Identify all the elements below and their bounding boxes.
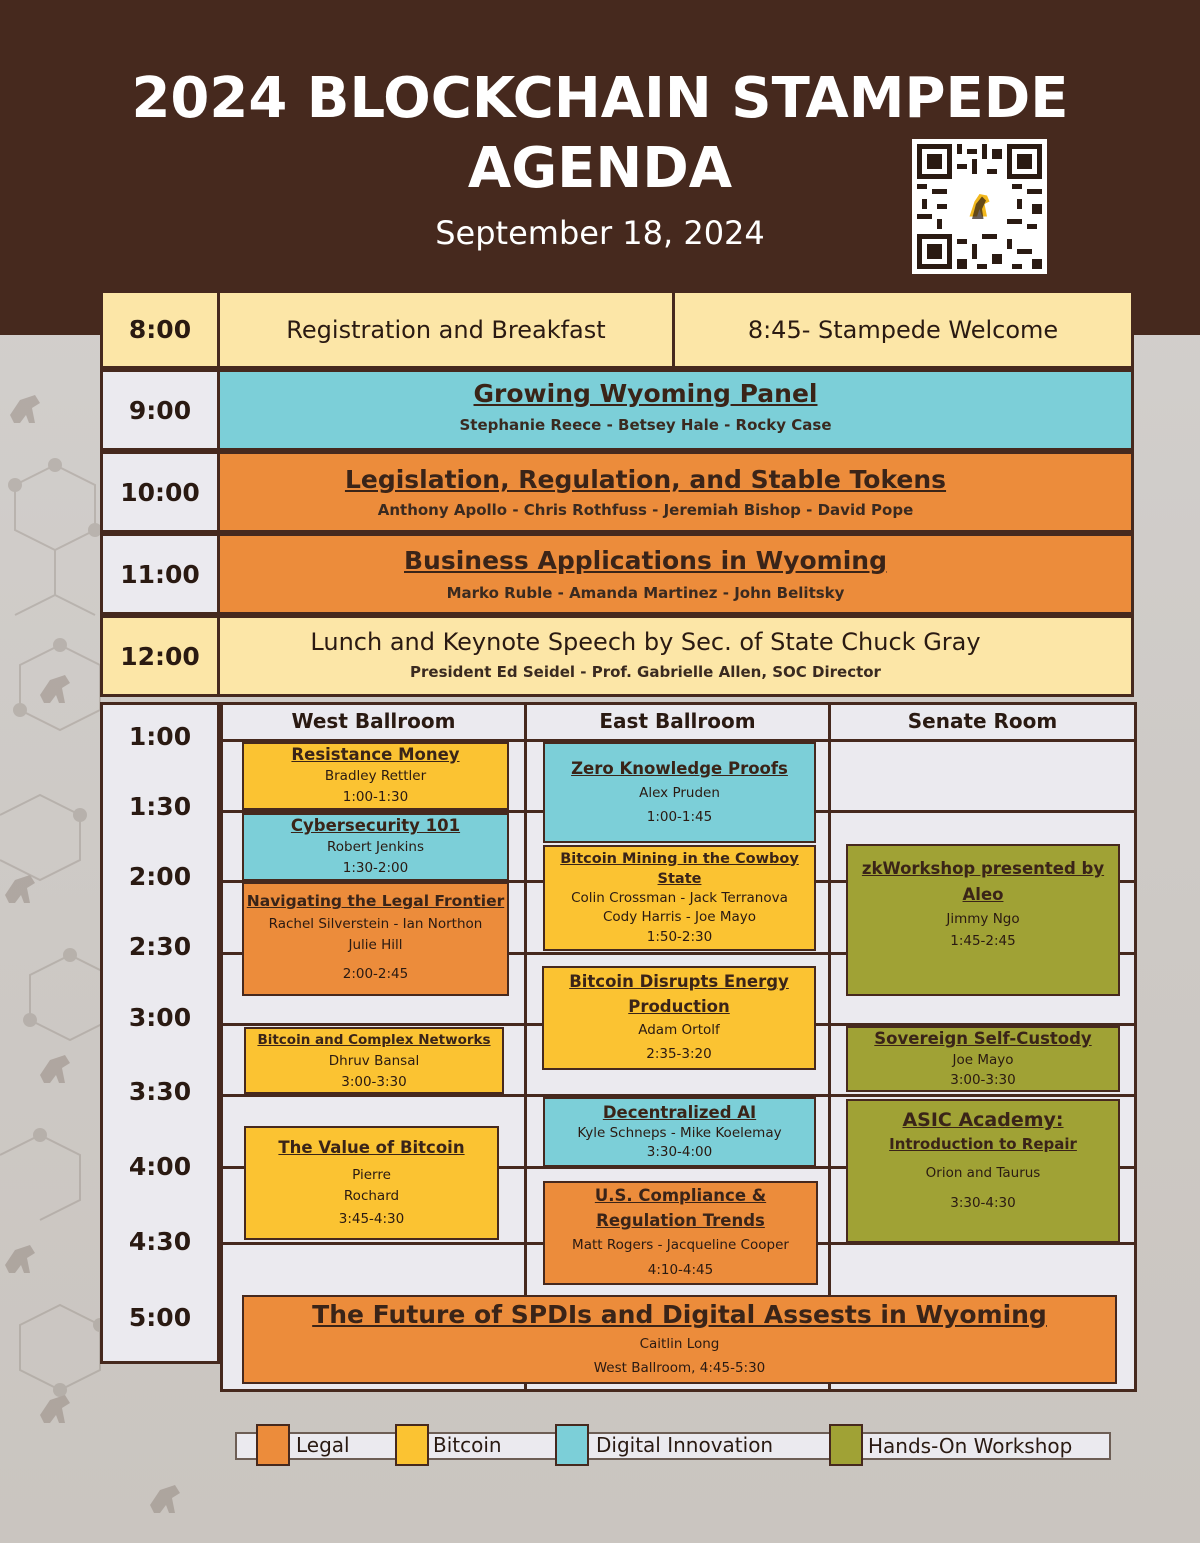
session-speaker: Joe Mayo <box>952 1052 1014 1068</box>
session-speaker: Rachel Silverstein - Ian Northon <box>268 916 483 932</box>
session-title[interactable]: U.S. Compliance & <box>594 1186 767 1205</box>
session-time: 2:00-2:45 <box>342 966 409 982</box>
time-10-00: 10:00 <box>120 477 200 507</box>
session-complex-networks[interactable] <box>244 1027 504 1094</box>
business-apps-speakers: Marko Ruble - Amanda Martinez - John Belitsky <box>446 584 845 602</box>
legend-swatch-legal <box>256 1424 290 1466</box>
session-speaker: Alex Pruden <box>639 784 720 801</box>
time-1-00: 1:00 <box>128 722 192 751</box>
legend-swatch-bitcoin <box>395 1424 429 1466</box>
time-5-00: 5:00 <box>128 1303 192 1332</box>
room-divider <box>828 702 831 1392</box>
session-title[interactable]: Bitcoin Disrupts Energy <box>569 972 789 991</box>
room-west-ballroom: West Ballroom <box>291 709 456 733</box>
session-future-spdis[interactable] <box>242 1295 1117 1384</box>
session-zero-knowledge-proofs[interactable] <box>543 742 816 843</box>
business-apps-title[interactable]: Business Applications in Wyoming <box>404 546 887 575</box>
time-3-00: 3:00 <box>128 1003 192 1032</box>
time-3-30: 3:30 <box>128 1077 192 1106</box>
session-title[interactable]: State <box>657 870 702 887</box>
legend-swatch-hands-on <box>829 1424 863 1466</box>
session-bitcoin-mining[interactable] <box>543 845 816 951</box>
session-decentralized-ai[interactable] <box>543 1097 816 1167</box>
session-cybersecurity-101[interactable] <box>242 813 509 881</box>
session-title[interactable]: zkWorkshop presented by <box>861 859 1105 878</box>
legend-label-bitcoin: Bitcoin <box>433 1433 502 1457</box>
session-speaker: Bradley Rettler <box>324 768 427 784</box>
legend-label-digital: Digital Innovation <box>596 1433 774 1457</box>
session-title[interactable]: Resistance Money <box>291 745 460 764</box>
session-title[interactable]: Aleo <box>962 885 1004 904</box>
time-11-00: 11:00 <box>120 559 200 589</box>
session-title[interactable]: Regulation Trends <box>596 1211 765 1230</box>
session-time: 1:45-2:45 <box>950 933 1016 949</box>
session-time: 3:00-3:30 <box>341 1073 407 1090</box>
session-speaker: Colin Crossman - Jack Terranova <box>571 889 788 906</box>
legend-label-legal: Legal <box>296 1433 350 1457</box>
session-legal-frontier[interactable] <box>242 882 509 996</box>
session-title[interactable]: Navigating the Legal Frontier <box>246 892 505 910</box>
session-speaker: Rochard <box>343 1187 400 1204</box>
session-zkworkshop[interactable] <box>846 844 1120 996</box>
event-date: September 18, 2024 <box>435 214 765 252</box>
session-time: 3:00-3:30 <box>950 1072 1016 1088</box>
session-resistance-money[interactable] <box>242 742 509 810</box>
session-speaker: Dhruv Bansal <box>328 1052 420 1069</box>
session-self-custody[interactable] <box>846 1026 1120 1092</box>
lunch-keynote-title: Lunch and Keynote Speech by Sec. of State Chuck Gray <box>310 628 981 656</box>
session-speaker: Pierre <box>352 1166 391 1183</box>
qr-code[interactable] <box>912 139 1047 274</box>
growing-wyoming-title[interactable]: Growing Wyoming Panel <box>473 379 818 408</box>
time-2-30: 2:30 <box>128 932 192 961</box>
session-speaker: Matt Rogers - Jacqueline Cooper <box>572 1237 789 1253</box>
session-speaker: Julie Hill <box>348 937 403 953</box>
room-divider <box>524 702 527 1392</box>
session-title[interactable]: Zero Knowledge Proofs <box>571 758 788 778</box>
legislation-title[interactable]: Legislation, Regulation, and Stable Tokens <box>344 465 947 494</box>
session-time: 1:00-1:30 <box>342 789 409 805</box>
stampede-welcome: 8:45- Stampede Welcome <box>747 315 1059 344</box>
session-time: 1:30-2:00 <box>342 860 409 876</box>
session-time: 4:10-4:45 <box>647 1262 714 1278</box>
time-4-30: 4:30 <box>128 1227 192 1256</box>
session-title[interactable]: Bitcoin Mining in the Cowboy <box>560 850 799 867</box>
session-time: 1:00-1:45 <box>646 808 713 825</box>
time-2-00: 2:00 <box>128 862 192 891</box>
session-title[interactable]: Decentralized AI <box>602 1103 757 1122</box>
session-time: 1:50-2:30 <box>646 928 713 945</box>
time-12-00: 12:00 <box>120 641 200 671</box>
session-title[interactable]: Sovereign Self-Custody <box>874 1029 1092 1048</box>
session-title[interactable]: Introduction to Repair <box>889 1135 1077 1153</box>
session-time: 3:30-4:30 <box>950 1195 1016 1211</box>
session-title[interactable]: The Value of Bitcoin <box>278 1137 465 1157</box>
time-8-00: 8:00 <box>128 315 192 344</box>
session-title[interactable]: The Future of SPDIs and Digital Assests in Wyoming <box>312 1300 1047 1329</box>
session-speaker: Robert Jenkins <box>326 839 425 855</box>
page-title-line1: 2024 BLOCKCHAIN STAMPEDE <box>131 66 1069 131</box>
session-time: 2:35-3:20 <box>646 1046 712 1062</box>
legislation-speakers: Anthony Apollo - Chris Rothfuss - Jeremiah Bishop - David Pope <box>377 501 914 519</box>
session-title[interactable]: ASIC Academy: <box>902 1109 1064 1131</box>
lunch-keynote-speakers: President Ed Seidel - Prof. Gabrielle Allen, SOC Director <box>410 663 881 681</box>
session-title[interactable]: Production <box>628 997 730 1016</box>
session-bitcoin-energy[interactable] <box>542 966 816 1070</box>
session-speaker: Adam Ortolf <box>638 1022 720 1038</box>
session-speaker: Orion and Taurus <box>925 1165 1041 1181</box>
session-value-of-bitcoin[interactable] <box>244 1126 499 1240</box>
room-senate-room: Senate Room <box>907 709 1058 733</box>
session-time: West Ballroom, 4:45-5:30 <box>593 1360 766 1376</box>
legend-label-hands-on: Hands-On Workshop <box>868 1434 1073 1458</box>
registration-breakfast: Registration and Breakfast <box>286 315 606 344</box>
time-1-30: 1:30 <box>128 792 192 821</box>
session-speaker: Caitlin Long <box>639 1336 720 1352</box>
session-us-compliance[interactable] <box>543 1181 818 1285</box>
session-speaker: Jimmy Ngo <box>946 911 1020 927</box>
session-time: 3:30-4:00 <box>646 1144 713 1160</box>
room-east-ballroom: East Ballroom <box>599 709 756 733</box>
page-title-line2: AGENDA <box>467 136 733 201</box>
time-9-00: 9:00 <box>128 395 192 425</box>
legend-swatch-digital <box>555 1424 589 1466</box>
session-speaker: Kyle Schneps - Mike Koelemay <box>577 1125 782 1141</box>
session-speaker: Cody Harris - Joe Mayo <box>602 908 757 925</box>
time-4-00: 4:00 <box>128 1152 192 1181</box>
session-title[interactable]: Cybersecurity 101 <box>290 816 461 835</box>
growing-wyoming-speakers: Stephanie Reece - Betsey Hale - Rocky Case <box>459 416 832 434</box>
session-time: 3:45-4:30 <box>338 1210 405 1227</box>
session-title[interactable]: Bitcoin and Complex Networks <box>257 1031 491 1048</box>
session-asic-academy[interactable] <box>846 1099 1120 1243</box>
